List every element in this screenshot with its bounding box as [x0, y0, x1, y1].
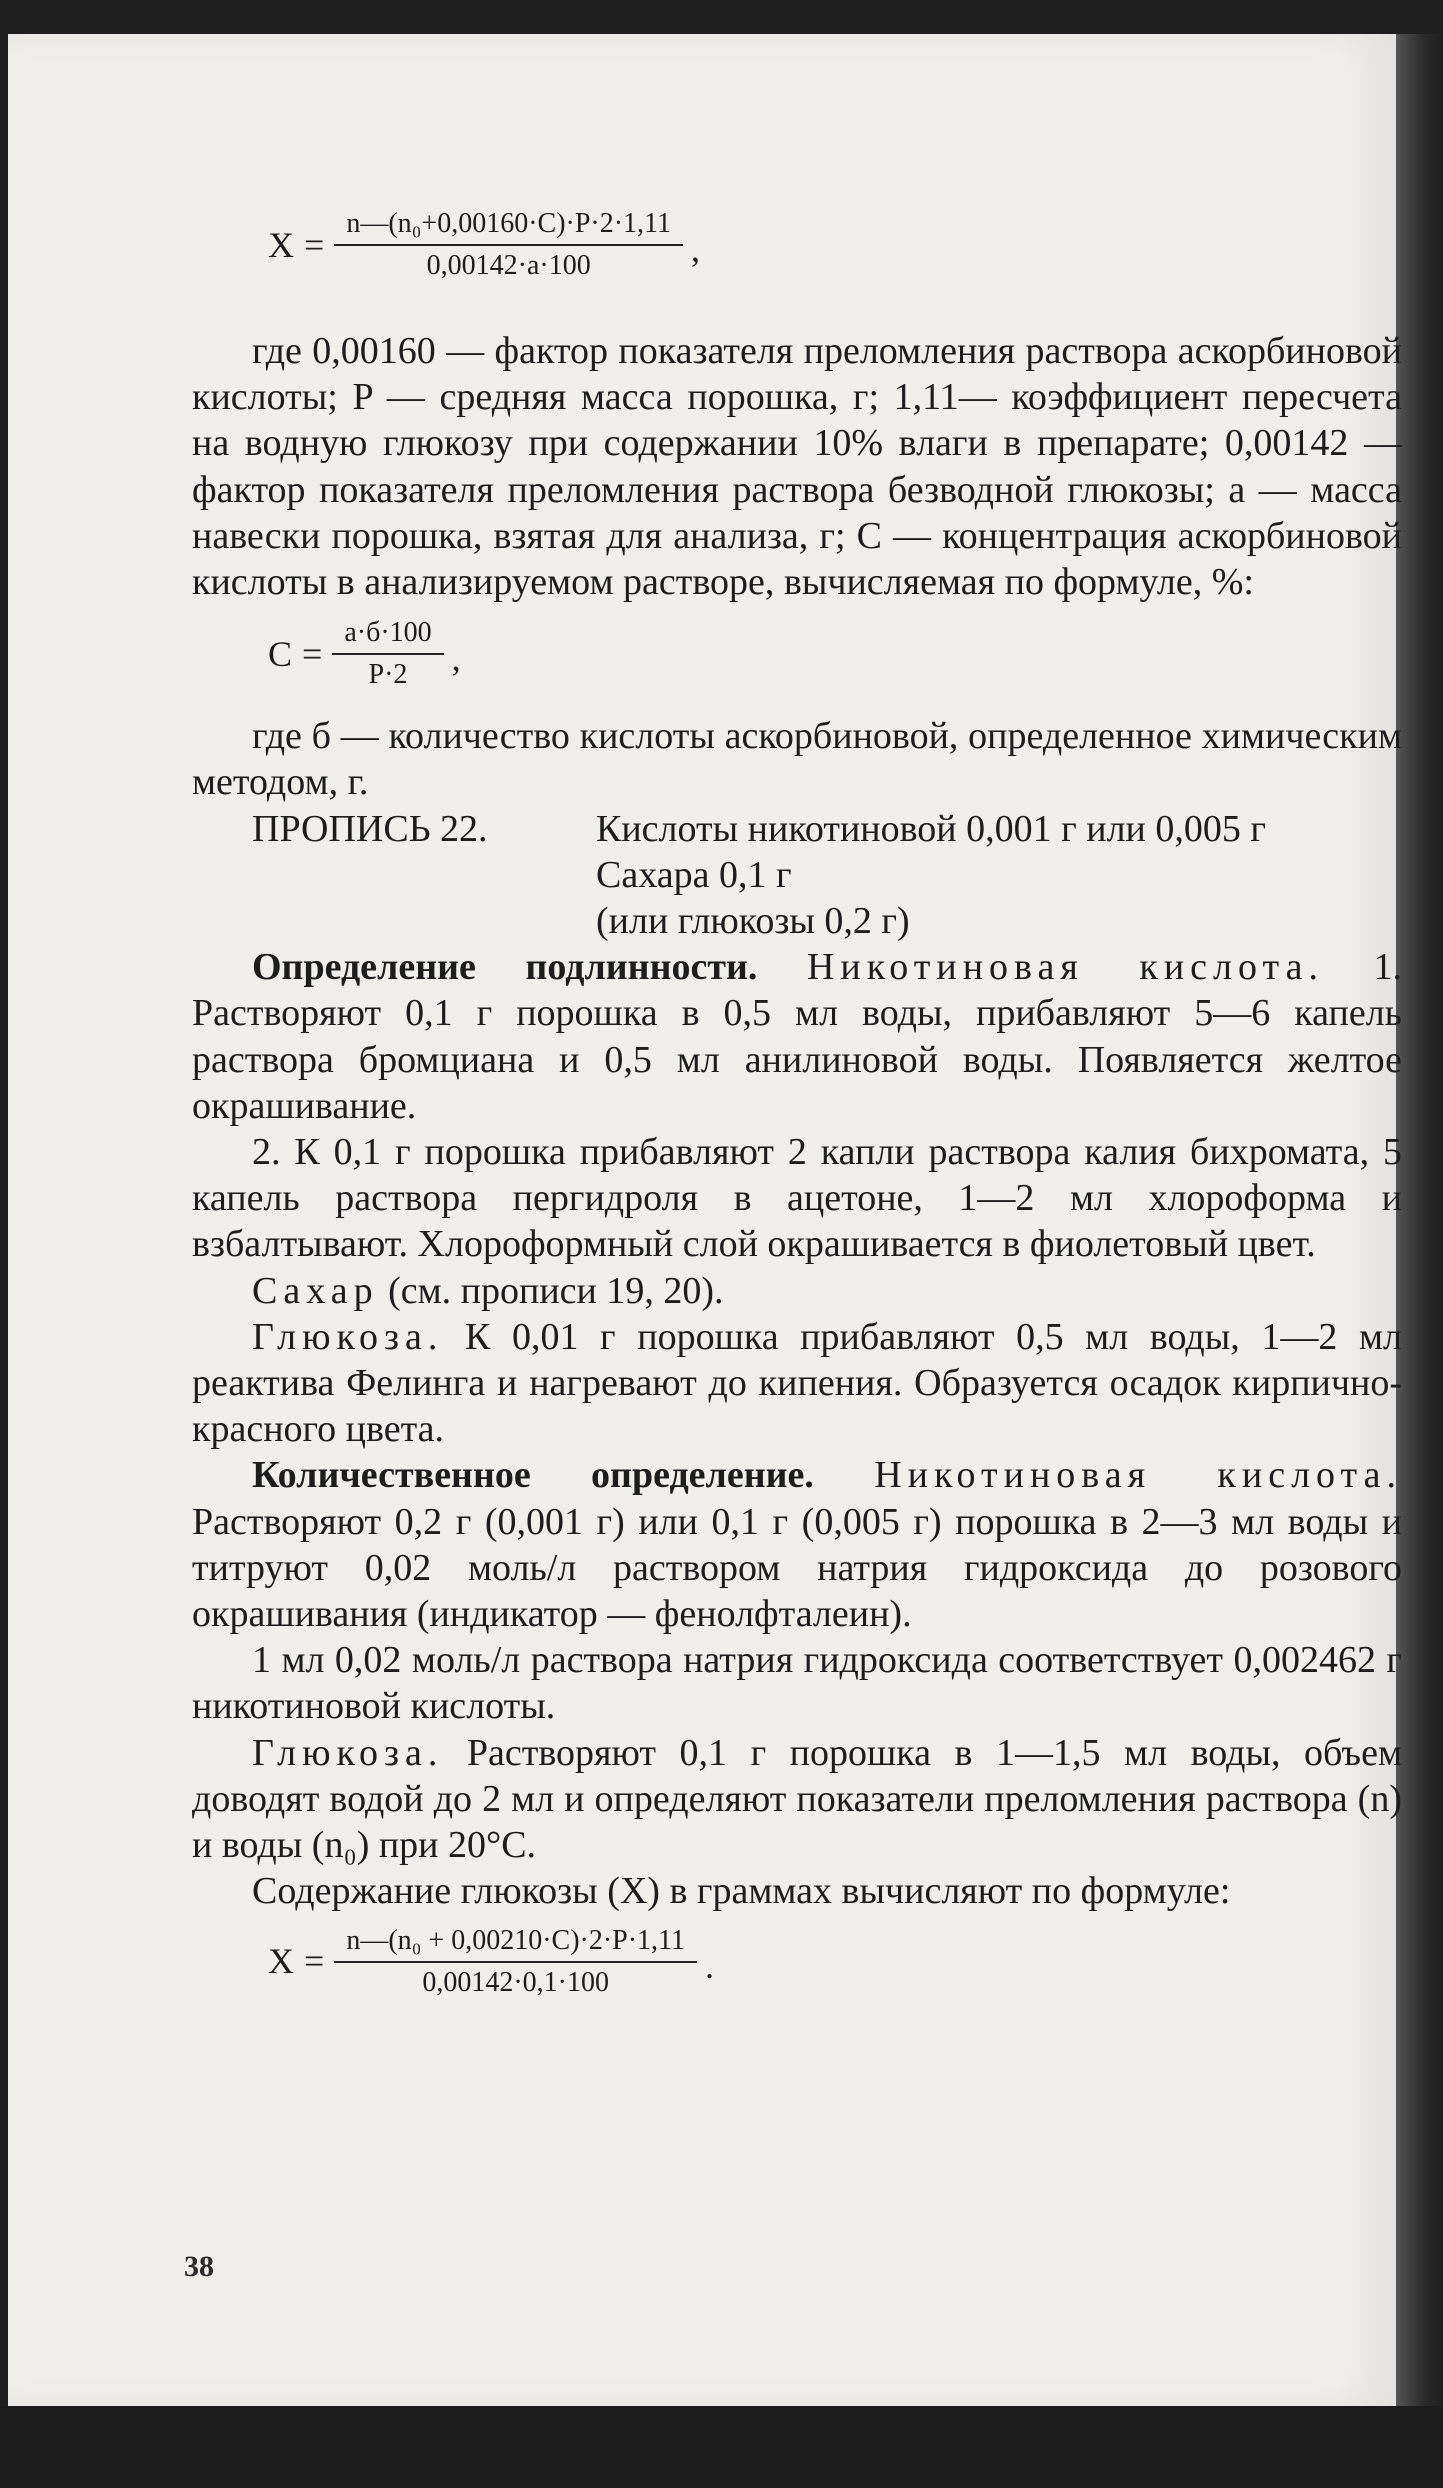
recipe-ingredients	[596, 806, 1402, 945]
recipe-block	[192, 806, 1402, 945]
formula-denominator: 0,00142·a·100	[426, 250, 591, 281]
formula-denominator: P·2	[368, 659, 408, 691]
paragraph-text: К 0,01 г порошка прибавляют 0,5 мл воды, 1—2 мл реактива Фелинга и нагревают до кипения. Образуется осадок кирпично-красного цвета.	[192, 1315, 1402, 1451]
paragraph-text: Растворяют 0,2 г (0,001 г) или 0,1 г (0,005 г) порошка в 2—3 мл воды и титруют 0,02 моль/л раствором натрия гидроксида до розового окрашивания (индикатор — фенолфталеин).	[192, 1500, 1402, 1636]
paragraph-content-intro: Содержание глюкозы (X) в граммах вычисляют по формуле:	[252, 1870, 1231, 1913]
formula-fraction	[334, 1923, 697, 2001]
paragraph-text: Растворяют 0,1 г порошка в 1—1,5 мл воды, объем доводят водой до 2 мл и определяют показатели преломления раствора (n) и воды (n₀) при 20°C.	[192, 1731, 1402, 1867]
recipe-line: Кислоты никотиновой 0,001 г или 0,005 г	[596, 807, 1266, 850]
spaced-subject: Глюкоза.	[252, 1731, 444, 1774]
paragraph-definitions: где 0,00160 — фактор показателя преломления раствора аскорбиновой кислоты; P — средняя масса порошка, г; 1,11— коэффициент пересчета на водную глюкозу при содержании 10% влаги в препарате; 0,00142 — фактор показателя преломления раствора безводной глюкозы; a — масса навески порошка, взятая для анализа, г; C — концентрация аскорбиновой кислоты в анализируемом растворе, вычисляемая по формуле, %:	[192, 330, 1402, 604]
paragraph-identity-test	[192, 944, 1402, 1129]
book-spine-edge	[1396, 34, 1443, 2406]
section-heading-quantitative: Количественное определение.	[252, 1454, 814, 1497]
paragraph-step-2: 2. К 0,1 г порошка прибавляют 2 капли раствора калия бихромата, 5 капель раствора пергидроля в ацетоне, 1—2 мл хлороформа и взбалтывают. Хлороформный слой окрашивается в фиолетовый цвет.	[192, 1131, 1402, 1266]
formula-punctuation: ,	[451, 638, 461, 679]
formula-ascorbic-concentration	[268, 615, 1402, 693]
formula-glucose-content-2	[268, 1923, 1402, 2001]
formula-fraction	[332, 615, 443, 693]
paragraph-sugar	[192, 1268, 1402, 1314]
spaced-subject: Никотиновая кислота.	[806, 946, 1324, 989]
spaced-subject: Глюкоза.	[252, 1315, 444, 1358]
formula-glucose-content-1	[268, 206, 1402, 284]
formula-numerator: n—(n₀+0,00160·C)·P·2·1,11	[334, 206, 683, 246]
paragraph-equivalence: 1 мл 0,02 моль/л раствора натрия гидроксида соответствует 0,002462 г никотиновой кислоты.	[192, 1639, 1402, 1728]
paragraph-text: 1. Растворяют 0,1 г порошка в 0,5 мл воды, прибавляют 5—6 капель раствора бромциана и 0,5 мл анилиновой воды. Появляется желтое окрашивание.	[192, 946, 1403, 1127]
formula-punctuation: ,	[691, 229, 701, 269]
scan-bottom-border	[0, 2406, 1443, 2488]
formula-denominator: 0,00142·0,1·100	[422, 1966, 609, 1998]
formula-equals: =	[302, 634, 323, 675]
paragraph-quantitative	[192, 1452, 1402, 1637]
spaced-subject: Сахар	[252, 1269, 379, 1312]
spaced-subject: Никотиновая кислота.	[874, 1454, 1402, 1497]
paragraph-definition-b: где б — количество кислоты аскорбиновой, определенное химическим методом, г.	[192, 715, 1402, 804]
formula-equals: =	[304, 224, 325, 265]
paragraph-glucose-refractometry	[192, 1730, 1402, 1869]
paragraph-glucose-test	[192, 1314, 1402, 1453]
paragraph-text: (см. прописи 19, 20).	[378, 1269, 724, 1312]
recipe-label: ПРОПИСЬ 22.	[252, 807, 488, 850]
formula-variable: X	[268, 224, 294, 265]
formula-punctuation: .	[705, 1945, 715, 1986]
section-heading-identity: Определение подлинности.	[252, 946, 758, 989]
recipe-line: Сахара 0,1 г	[596, 853, 792, 896]
formula-equals: =	[304, 1941, 325, 1982]
formula-fraction	[334, 206, 683, 284]
formula-variable: C	[268, 634, 293, 675]
formula-numerator: a·б·100	[332, 615, 443, 655]
formula-numerator: n—(n₀ + 0,00210·C)·2·P·1,11	[334, 1923, 697, 1963]
formula-variable: X	[268, 1941, 294, 1982]
recipe-line: (или глюкозы 0,2 г)	[596, 900, 910, 943]
page-text-body	[192, 200, 1402, 2007]
page-number: 38	[184, 2250, 214, 2283]
